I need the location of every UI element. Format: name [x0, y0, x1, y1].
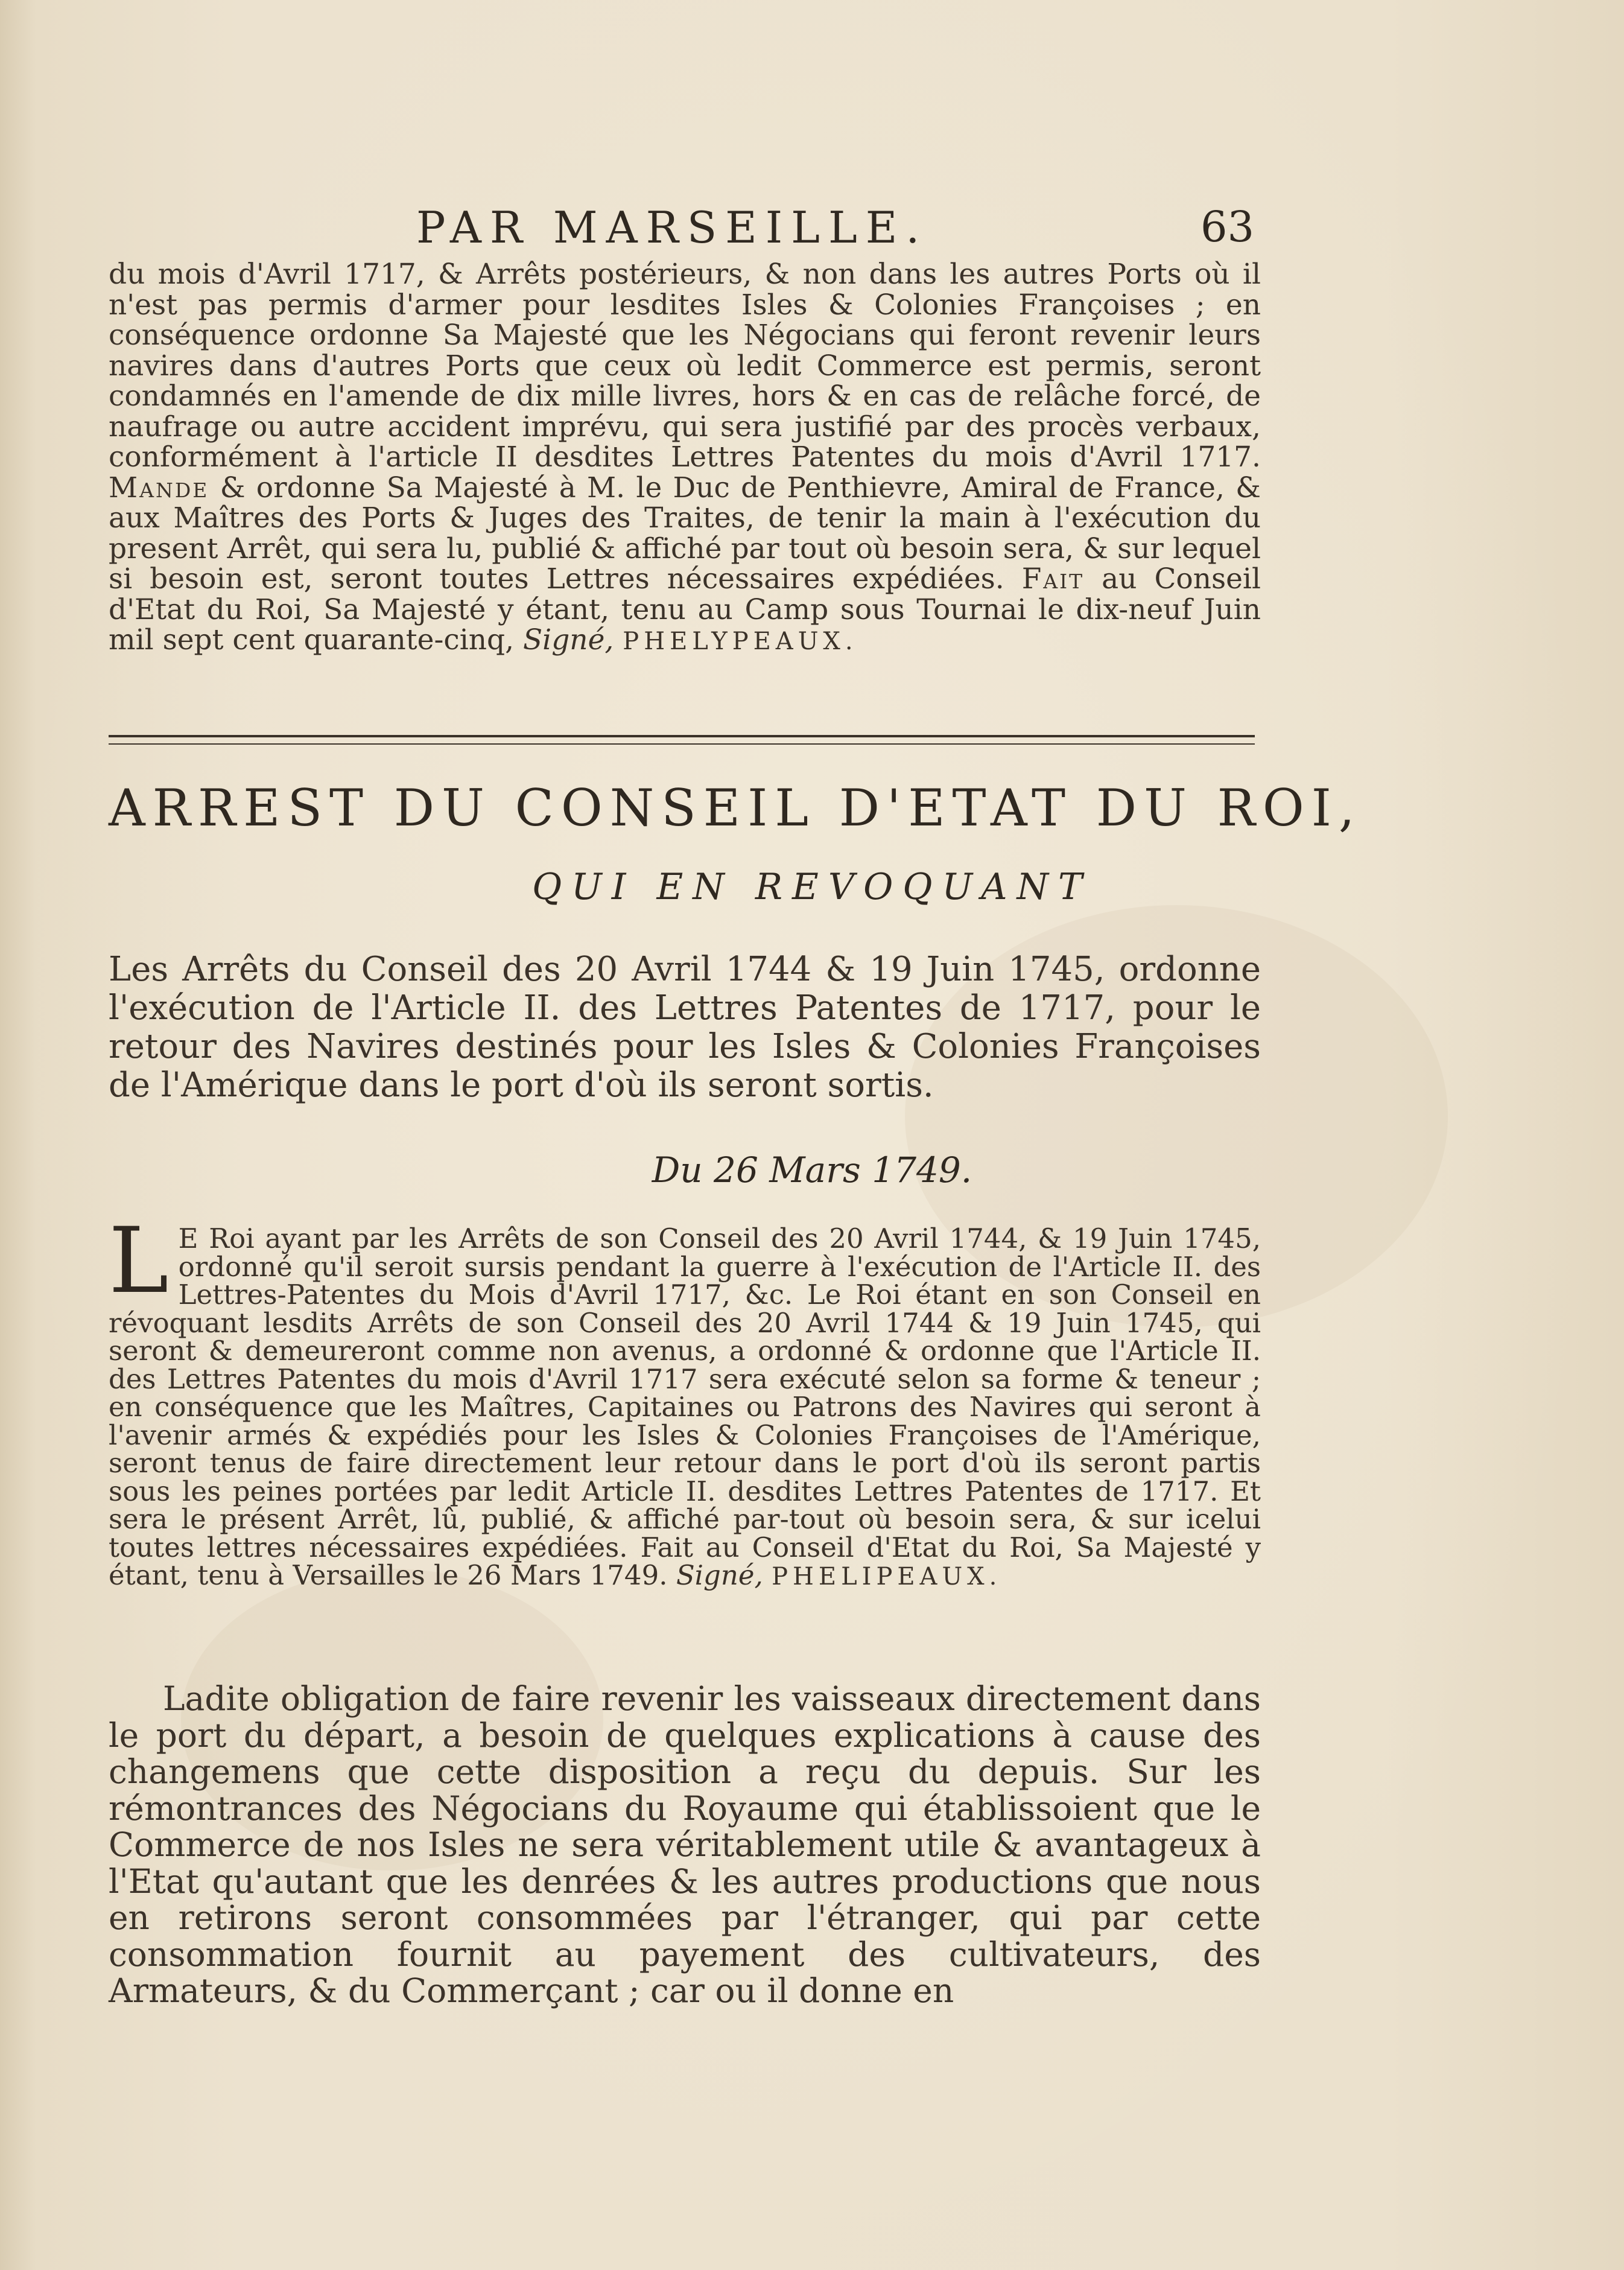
continued-text-part-3: au Conseil d'Etat du Roi, Sa Majesté y étant, tenu au Camp sous Tournai le dix-neuf Juin mil sept cent quarante-cinq, — [109, 562, 1261, 657]
arrest-title: ARREST DU CONSEIL D'ETAT DU ROI, — [109, 778, 1362, 838]
continued-paragraph — [109, 259, 1261, 657]
continued-text-part-2: & ordonne Sa Majesté à M. le Duc de Penthievre, Amiral de France, & aux Maîtres des Ports & Juges des Traites, de tenir la main à l'exécution du present Arrêt, qui sera lu, publié & affiché par tout où besoin sera, & sur lequel si besoin est, seront toutes Lettres nécessaires expédiées. — [109, 471, 1261, 596]
fait-word: Fait — [1021, 562, 1085, 596]
page-header — [0, 202, 1624, 256]
page-number: 63 — [1201, 202, 1255, 252]
commentary-paragraph: Ladite obligation de faire revenir les vaisseaux directement dans le port du départ, a besoin de quelques explications à cause des changemens que cette disposition a reçu du depuis. Sur les rémontrances des Négocians du Royaume qui établissoient que le Commerce de nos Isles ne sera véritablement utile & avantageux à l'Etat qu'autant que les denrées & les autres productions que nous en retirons seront consommées par l'étranger, qui par cette consommation fournit au payement des cultivateurs, des Armateurs, & du Commerçant ; car ou il donne en — [109, 1679, 1261, 2010]
continued-text-part-1: du mois d'Avril 1717, & Arrêts postérieurs, & non dans les autres Ports où il n'est pas permis d'armer pour lesdites Isles & Colonies Françoises ; en conséquence ordonne Sa Majesté que les Négocians qui feront revenir leurs navires dans d'autres Ports que ceux où ledit Commerce est permis, seront condamnés en l'amende de dix mille livres, hors & en cas de relâche forcé, de naufrage ou autre accident imprévu, qui sera justifié par des procès verbaux, conformément à l'article II desdites Lettres Patentes du mois d'Avril 1717. — [109, 258, 1261, 474]
signature: PHELYPEAUX. — [623, 628, 858, 655]
arrest-summary: Les Arrêts du Conseil des 20 Avril 1744 & 19 Juin 1745, ordonne l'exécution de l'Article II. des Lettres Patentes de 1717, pour le retour des Navires destinés pour les Isles & Colonies Françoises de l'Amérique dans le port d'où ils seront sortis. — [109, 950, 1261, 1105]
arrest-subtitle: QUI EN REVOQUANT — [531, 866, 1093, 908]
running-title: PAR MARSEILLE. — [416, 202, 928, 253]
arrest-body-text: E Roi ayant par les Arrêts de son Conseil des 20 Avril 1744, & 19 Juin 1745, ordonné qu'il seroit sursis pendant la guerre à l'exécution de l'Article II. des Lettres-Patentes du Mois d'Avril 1717, &c. Le Roi étant en son Conseil en révoquant lesdits Arrêts de son Conseil des 20 Avril 1744 & 19 Juin 1745, qui seront & demeureront comme non avenus, a ordonné & ordonne que l'Article II. des Lettres Patentes du mois d'Avril 1717 sera exécuté selon sa forme & teneur ; en conséquence que les Maîtres, Capitaines ou Patrons des Navires qui seront à l'avenir armés & expédiés pour les Isles & Colonies Françoises de l'Amérique, seront tenus de faire directement leur retour dans le port d'où ils seront partis sous les peines portées par ledit Article II. desdites Lettres Patentes de 1717. Et sera le présent Arrêt, lû, publié, & affiché par-tout où besoin sera, & sur icelui toutes lettres nécessaires expédiées. Fait au Conseil d'Etat du Roi, Sa Majesté y étant, tenu à Versailles le 26 Mars 1749. — [109, 1222, 1261, 1591]
signe-label: Signé, — [522, 623, 614, 657]
section-divider — [109, 735, 1255, 745]
arrest-date: Du 26 Mars 1749. — [652, 1149, 972, 1191]
drop-cap: L — [109, 1209, 169, 1314]
signature: PHELIPEAUX. — [772, 1563, 1002, 1591]
arrest-body — [109, 1209, 1261, 1591]
signe-label: Signé, — [676, 1559, 763, 1591]
mande-word: Mande — [109, 471, 209, 504]
